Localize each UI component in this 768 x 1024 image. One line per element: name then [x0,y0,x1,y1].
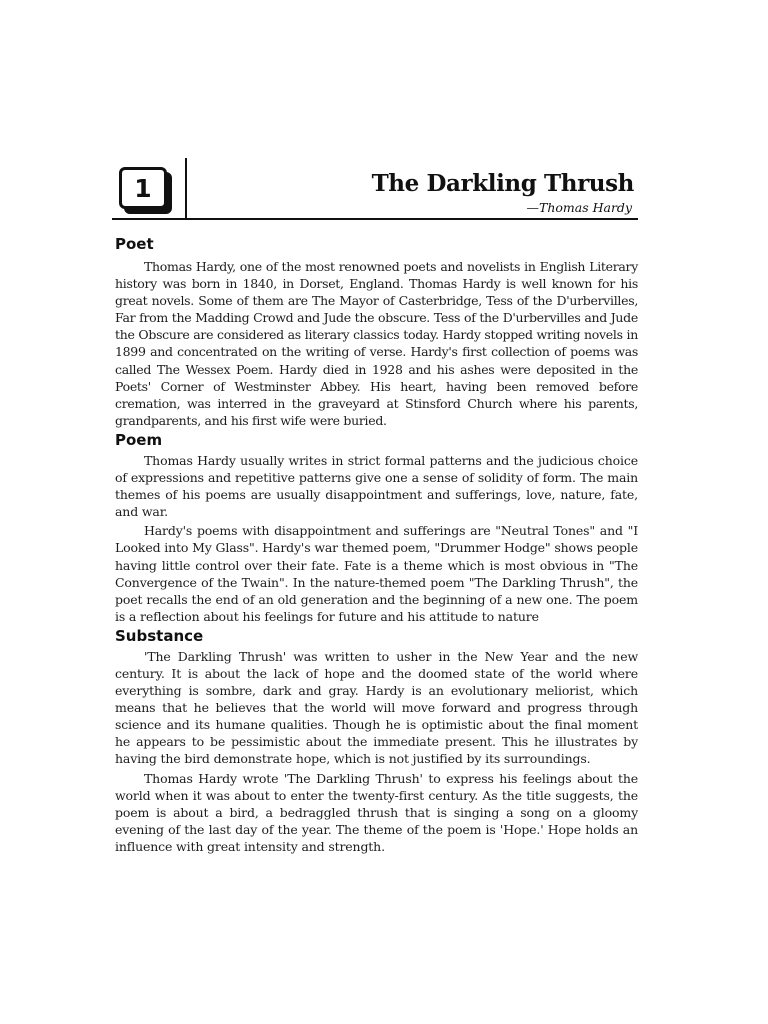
poet-paragraph: Thomas Hardy, one of the most renowned poets and novelists in English Literary history was born in 1840, in Dorset, England. Thomas Hardy is well known for his great novels. Some of them are The Mayor of Casterbridge, Tess of the D'urbervilles, Far from the Madding Crowd and Jude the obscure. Tess of the D'urbervilles and Jude the Obscure are considered as literary classics today. Hardy stopped writing novels in 1899 and concentrated on the writing of verse. Hardy's first collection of poems was called The Wessex Poem. Hardy died in 1928 and his ashes were deposited in the Poets' Corner of Westminster Abbey. His heart, having been removed before cremation, was interred in the graveyard at Stinsford Church where his parents, grandparents, and his first wife were buried. [115,259,638,428]
chapter-title: The Darkling Thrush [371,170,634,197]
page-body [115,234,638,855]
header-horizontal-rule [112,218,638,220]
poem-paragraph: Hardy's poems with disappointment and sufferings are "Neutral Tones" and "I Looked into My Glass". Hardy's war themed poem, "Drummer Hodge" shows people having little control over their fate. Fate is a theme which is most obvious in "The Convergence of the Twain". In the nature-themed poem "The Darkling Thrush", the poet recalls the end of an old generation and the beginning of a new one. The poem is a reflection about his feelings for future and his attitude to nature [115,523,638,624]
substance-paragraph: 'The Darkling Thrush' was written to usher in the New Year and the new century. It is about the lack of hope and the doomed state of the world where everything is sombre, dark and gray. Hardy is an evolutionary meliorist, which means that he believes that the world will move forward and progress through science and its humane qualities. Though he is optimistic about the final moment he appears to be pessimistic about the immediate present. This he illustrates by having the bird demonstrate hope, which is not justified by its surroundings. [115,648,638,767]
section-heading-poem: Poem [115,430,163,449]
chapter-number-box: 1 [119,167,167,209]
section-heading-poet: Poet [115,235,154,253]
substance-paragraph: Thomas Hardy wrote 'The Darkling Thrush' to express his feelings about the world when it was about to enter the twenty-first century. As the title suggests, the poem is about a bird, a bedraggled thrush that is singing a song on a gloomy evening of the last day of the year. The theme of the poem is 'Hope.' Hope holds an influence with great intensity and strength. [115,770,638,854]
chapter-author: —Thomas Hardy [526,200,632,215]
poem-paragraph: Thomas Hardy usually writes in strict formal patterns and the judicious choice of expressions and repetitive patterns give one a sense of solidity of form. The main themes of his poems are usually disappointment and sufferings, love, nature, fate, and war. [115,452,638,520]
section-heading-substance: Substance [115,626,204,645]
header-vertical-rule [185,158,187,218]
chapter-header [112,158,638,222]
